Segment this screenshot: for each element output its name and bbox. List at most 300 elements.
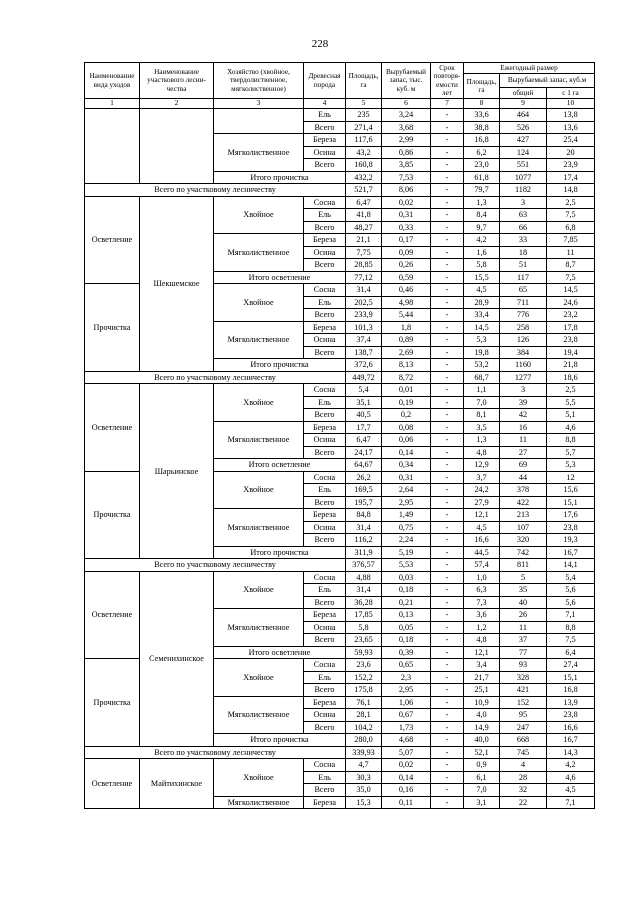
annual-area-cell: 7,0 — [464, 396, 500, 409]
farm-cell: Хвойное — [214, 284, 304, 322]
species-cell: Всего — [304, 784, 346, 797]
annual-area-cell: 68,7 — [464, 371, 500, 384]
period-cell: - — [431, 309, 464, 322]
species-cell: Сосна — [304, 196, 346, 209]
annual-stock-per-ha-cell: 17,8 — [547, 321, 595, 334]
period-cell: - — [431, 484, 464, 497]
farm-cell: Мягколиственное — [214, 134, 304, 172]
annual-stock-total-cell: 526 — [500, 121, 547, 134]
farm-cell: Мягколиственное — [214, 796, 304, 809]
annual-area-cell: 4,5 — [464, 284, 500, 297]
header-farm: Хозяйство (хвойное, твердолиственное, мягколиственное) — [214, 63, 304, 99]
species-cell: Всего — [304, 259, 346, 272]
area-cell: 7,75 — [346, 246, 382, 259]
stock-cell: 0,02 — [382, 759, 431, 772]
annual-area-cell: 24,2 — [464, 484, 500, 497]
area-cell: 23,65 — [346, 634, 382, 647]
stock-cell: 0,2 — [382, 409, 431, 422]
period-cell: - — [431, 659, 464, 672]
species-cell: Береза — [304, 696, 346, 709]
annual-stock-total-cell: 16 — [500, 421, 547, 434]
area-cell: 37,4 — [346, 334, 382, 347]
annual-stock-total-cell: 247 — [500, 721, 547, 734]
care-type-cell: Осветление — [85, 196, 140, 284]
header-per-ha: с 1 га — [547, 87, 595, 98]
district-cell — [140, 109, 214, 184]
table-row — [85, 571, 595, 584]
table-row — [85, 559, 595, 572]
annual-stock-per-ha-cell: 13,8 — [547, 109, 595, 122]
annual-area-cell: 23,0 — [464, 159, 500, 172]
annual-stock-total-cell: 742 — [500, 546, 547, 559]
area-cell: 28,1 — [346, 709, 382, 722]
area-cell: 17,7 — [346, 421, 382, 434]
annual-area-cell: 4,0 — [464, 709, 500, 722]
area-cell: 6,47 — [346, 196, 382, 209]
area-cell: 521,7 — [346, 184, 382, 197]
area-cell: 30,3 — [346, 771, 382, 784]
period-cell: - — [431, 621, 464, 634]
subtotal-label: Итого прочистка — [214, 171, 346, 184]
annual-area-cell: 3,6 — [464, 609, 500, 622]
area-cell: 23,6 — [346, 659, 382, 672]
stock-cell: 1,73 — [382, 721, 431, 734]
farm-cell: Хвойное — [214, 571, 304, 609]
annual-stock-per-ha-cell: 11 — [547, 246, 595, 259]
annual-stock-total-cell: 107 — [500, 521, 547, 534]
annual-area-cell: 6,1 — [464, 771, 500, 784]
annual-stock-total-cell: 384 — [500, 346, 547, 359]
annual-area-cell: 0,9 — [464, 759, 500, 772]
period-cell: - — [431, 234, 464, 247]
annual-stock-total-cell: 33 — [500, 234, 547, 247]
period-cell: - — [431, 634, 464, 647]
header-period: Срок повторя-емости лет — [431, 63, 464, 99]
stock-cell: 2,95 — [382, 496, 431, 509]
species-cell: Сосна — [304, 571, 346, 584]
annual-area-cell: 5,3 — [464, 334, 500, 347]
col-number: 4 — [304, 99, 346, 109]
annual-area-cell: 1,3 — [464, 196, 500, 209]
annual-stock-per-ha-cell: 23,2 — [547, 309, 595, 322]
area-cell: 5,4 — [346, 384, 382, 397]
annual-stock-per-ha-cell: 23,8 — [547, 334, 595, 347]
area-cell: 4,88 — [346, 571, 382, 584]
annual-area-cell: 38,8 — [464, 121, 500, 134]
district-total-label: Всего по участковому лесничеству — [85, 746, 346, 759]
annual-area-cell: 1,0 — [464, 571, 500, 584]
species-cell: Осина — [304, 521, 346, 534]
subtotal-label: Итого прочистка — [214, 546, 346, 559]
area-cell: 4,7 — [346, 759, 382, 772]
period-cell: - — [431, 609, 464, 622]
area-cell: 84,8 — [346, 509, 382, 522]
stock-cell: 2,3 — [382, 671, 431, 684]
stock-cell: 7,53 — [382, 171, 431, 184]
annual-stock-total-cell: 42 — [500, 409, 547, 422]
period-cell: - — [431, 159, 464, 172]
header-stock: Вырубаемый запас, тыс. куб. м — [382, 63, 431, 99]
period-cell: - — [431, 296, 464, 309]
stock-cell: 8,72 — [382, 371, 431, 384]
annual-stock-total-cell: 152 — [500, 696, 547, 709]
species-cell: Всего — [304, 634, 346, 647]
annual-stock-total-cell: 3 — [500, 384, 547, 397]
subtotal-label: Итого прочистка — [214, 359, 346, 372]
stock-cell: 1,49 — [382, 509, 431, 522]
period-cell: - — [431, 196, 464, 209]
annual-stock-per-ha-cell: 14,5 — [547, 284, 595, 297]
species-cell: Ель — [304, 484, 346, 497]
annual-stock-total-cell: 776 — [500, 309, 547, 322]
period-cell: - — [431, 459, 464, 472]
area-cell: 160,8 — [346, 159, 382, 172]
stock-cell: 0,01 — [382, 384, 431, 397]
stock-cell: 1,06 — [382, 696, 431, 709]
period-cell: - — [431, 559, 464, 572]
species-cell: Всего — [304, 309, 346, 322]
annual-stock-total-cell: 258 — [500, 321, 547, 334]
stock-cell: 3,68 — [382, 121, 431, 134]
care-type-cell: Осветление — [85, 571, 140, 659]
period-cell: - — [431, 146, 464, 159]
stock-cell: 0,08 — [382, 421, 431, 434]
species-cell: Осина — [304, 434, 346, 447]
species-cell: Сосна — [304, 659, 346, 672]
species-cell: Сосна — [304, 284, 346, 297]
stock-cell: 8,13 — [382, 359, 431, 372]
species-cell: Береза — [304, 234, 346, 247]
farm-cell: Мягколиственное — [214, 321, 304, 359]
stock-cell: 5,19 — [382, 546, 431, 559]
annual-area-cell: 1,2 — [464, 621, 500, 634]
table-row — [85, 184, 595, 197]
stock-cell: 0,14 — [382, 771, 431, 784]
subtotal-label: Итого прочистка — [214, 734, 346, 747]
area-cell: 59,93 — [346, 646, 382, 659]
annual-area-cell: 4,8 — [464, 634, 500, 647]
stock-cell: 2,69 — [382, 346, 431, 359]
period-cell: - — [431, 371, 464, 384]
species-cell: Береза — [304, 421, 346, 434]
species-cell: Всего — [304, 496, 346, 509]
area-cell: 35,0 — [346, 784, 382, 797]
period-cell: - — [431, 259, 464, 272]
annual-stock-per-ha-cell: 13,9 — [547, 696, 595, 709]
period-cell: - — [431, 509, 464, 522]
annual-area-cell: 6,2 — [464, 146, 500, 159]
annual-stock-per-ha-cell: 23,9 — [547, 159, 595, 172]
annual-stock-per-ha-cell: 4,6 — [547, 771, 595, 784]
annual-area-cell: 15,5 — [464, 271, 500, 284]
header-district: Наименование участкового лесни-чества — [140, 63, 214, 99]
annual-stock-total-cell: 5 — [500, 571, 547, 584]
annual-area-cell: 14,9 — [464, 721, 500, 734]
period-cell: - — [431, 421, 464, 434]
species-cell: Всего — [304, 159, 346, 172]
period-cell: - — [431, 321, 464, 334]
annual-stock-total-cell: 69 — [500, 459, 547, 472]
area-cell: 76,1 — [346, 696, 382, 709]
annual-stock-per-ha-cell: 14,1 — [547, 559, 595, 572]
annual-stock-total-cell: 422 — [500, 496, 547, 509]
species-cell: Береза — [304, 796, 346, 809]
care-type-cell: Прочистка — [85, 659, 140, 747]
annual-stock-total-cell: 1182 — [500, 184, 547, 197]
annual-stock-per-ha-cell: 17,4 — [547, 171, 595, 184]
annual-area-cell: 21,7 — [464, 671, 500, 684]
subtotal-label: Итого осветление — [214, 646, 346, 659]
col-number: 6 — [382, 99, 431, 109]
farm-cell: Мягколиственное — [214, 509, 304, 547]
period-cell: - — [431, 184, 464, 197]
stock-cell: 0,59 — [382, 271, 431, 284]
annual-stock-per-ha-cell: 4,6 — [547, 421, 595, 434]
annual-area-cell: 28,9 — [464, 296, 500, 309]
annual-area-cell: 25,1 — [464, 684, 500, 697]
period-cell: - — [431, 646, 464, 659]
stock-cell: 5,53 — [382, 559, 431, 572]
table-row — [85, 384, 595, 397]
annual-area-cell: 7,3 — [464, 596, 500, 609]
annual-stock-total-cell: 1077 — [500, 171, 547, 184]
period-cell: - — [431, 446, 464, 459]
annual-stock-total-cell: 668 — [500, 734, 547, 747]
species-cell: Всего — [304, 534, 346, 547]
annual-stock-total-cell: 421 — [500, 684, 547, 697]
care-type-cell: Прочистка — [85, 471, 140, 559]
stock-cell: 0,09 — [382, 246, 431, 259]
annual-stock-total-cell: 77 — [500, 646, 547, 659]
stock-cell: 0,18 — [382, 634, 431, 647]
species-cell: Ель — [304, 584, 346, 597]
area-cell: 104,2 — [346, 721, 382, 734]
area-cell: 36,28 — [346, 596, 382, 609]
period-cell: - — [431, 496, 464, 509]
col-number: 5 — [346, 99, 382, 109]
annual-stock-total-cell: 18 — [500, 246, 547, 259]
period-cell: - — [431, 359, 464, 372]
annual-stock-per-ha-cell: 5,6 — [547, 596, 595, 609]
annual-stock-per-ha-cell: 8,8 — [547, 621, 595, 634]
table-row — [85, 196, 595, 209]
annual-stock-total-cell: 44 — [500, 471, 547, 484]
stock-cell: 0,05 — [382, 621, 431, 634]
period-cell: - — [431, 346, 464, 359]
period-cell: - — [431, 434, 464, 447]
col-number: 3 — [214, 99, 304, 109]
species-cell: Всего — [304, 596, 346, 609]
species-cell: Береза — [304, 134, 346, 147]
annual-stock-per-ha-cell: 2,5 — [547, 196, 595, 209]
annual-stock-total-cell: 11 — [500, 621, 547, 634]
stock-cell: 3,24 — [382, 109, 431, 122]
annual-stock-per-ha-cell: 23,8 — [547, 709, 595, 722]
species-cell: Осина — [304, 146, 346, 159]
annual-stock-per-ha-cell: 4,2 — [547, 759, 595, 772]
annual-stock-total-cell: 711 — [500, 296, 547, 309]
annual-stock-total-cell: 320 — [500, 534, 547, 547]
species-cell: Береза — [304, 321, 346, 334]
period-cell: - — [431, 546, 464, 559]
care-type-cell: Осветление — [85, 384, 140, 472]
stock-cell: 0,02 — [382, 196, 431, 209]
stock-cell: 0,14 — [382, 446, 431, 459]
annual-stock-total-cell: 551 — [500, 159, 547, 172]
farm-cell: Хвойное — [214, 659, 304, 697]
period-cell: - — [431, 384, 464, 397]
annual-area-cell: 3,1 — [464, 796, 500, 809]
area-cell: 43,2 — [346, 146, 382, 159]
area-cell: 41,8 — [346, 209, 382, 222]
header-care-type: Наименование вида уходов — [85, 63, 140, 99]
species-cell: Всего — [304, 684, 346, 697]
annual-stock-total-cell: 4 — [500, 759, 547, 772]
annual-stock-per-ha-cell: 7,5 — [547, 271, 595, 284]
annual-stock-total-cell: 32 — [500, 784, 547, 797]
col-number: 8 — [464, 99, 500, 109]
species-cell: Осина — [304, 334, 346, 347]
table-row — [85, 371, 595, 384]
area-cell: 15,3 — [346, 796, 382, 809]
stock-cell: 3,85 — [382, 159, 431, 172]
annual-stock-per-ha-cell: 7,1 — [547, 796, 595, 809]
annual-stock-per-ha-cell: 15,6 — [547, 484, 595, 497]
period-cell: - — [431, 596, 464, 609]
stock-cell: 0,75 — [382, 521, 431, 534]
annual-area-cell: 1,1 — [464, 384, 500, 397]
annual-area-cell: 61,8 — [464, 171, 500, 184]
annual-area-cell: 1,3 — [464, 434, 500, 447]
district-total-label: Всего по участковому лесничеству — [85, 559, 346, 572]
area-cell: 138,7 — [346, 346, 382, 359]
period-cell: - — [431, 709, 464, 722]
annual-stock-per-ha-cell: 5,1 — [547, 409, 595, 422]
farm-cell: Хвойное — [214, 471, 304, 509]
header-species: Древесная порода — [304, 63, 346, 99]
stock-cell: 0,18 — [382, 584, 431, 597]
area-cell: 6,47 — [346, 434, 382, 447]
stock-cell: 0,06 — [382, 434, 431, 447]
period-cell: - — [431, 734, 464, 747]
period-cell: - — [431, 221, 464, 234]
species-cell: Сосна — [304, 759, 346, 772]
area-cell: 117,6 — [346, 134, 382, 147]
annual-stock-per-ha-cell: 19,3 — [547, 534, 595, 547]
care-type-cell: Прочистка — [85, 284, 140, 372]
annual-stock-total-cell: 63 — [500, 209, 547, 222]
species-cell: Всего — [304, 446, 346, 459]
annual-stock-total-cell: 464 — [500, 109, 547, 122]
annual-stock-total-cell: 95 — [500, 709, 547, 722]
care-type-cell: Осветление — [85, 759, 140, 809]
annual-area-cell: 4,5 — [464, 521, 500, 534]
species-cell: Ель — [304, 209, 346, 222]
annual-stock-per-ha-cell: 27,4 — [547, 659, 595, 672]
annual-stock-total-cell: 1160 — [500, 359, 547, 372]
annual-stock-per-ha-cell: 7,85 — [547, 234, 595, 247]
annual-stock-per-ha-cell: 5,6 — [547, 584, 595, 597]
stock-cell: 0,19 — [382, 396, 431, 409]
annual-area-cell: 5,8 — [464, 259, 500, 272]
forest-care-table — [84, 62, 595, 809]
stock-cell: 2,99 — [382, 134, 431, 147]
area-cell: 376,57 — [346, 559, 382, 572]
area-cell: 17,85 — [346, 609, 382, 622]
annual-area-cell: 79,7 — [464, 184, 500, 197]
stock-cell: 0,21 — [382, 596, 431, 609]
period-cell: - — [431, 134, 464, 147]
area-cell: 372,6 — [346, 359, 382, 372]
species-cell: Всего — [304, 721, 346, 734]
species-cell: Всего — [304, 221, 346, 234]
annual-stock-total-cell: 26 — [500, 609, 547, 622]
annual-stock-total-cell: 22 — [500, 796, 547, 809]
stock-cell: 0,13 — [382, 609, 431, 622]
annual-stock-per-ha-cell: 16,6 — [547, 721, 595, 734]
stock-cell: 0,86 — [382, 146, 431, 159]
annual-stock-total-cell: 37 — [500, 634, 547, 647]
table-row — [85, 759, 595, 772]
annual-area-cell: 4,8 — [464, 446, 500, 459]
stock-cell: 1,8 — [382, 321, 431, 334]
stock-cell: 0,46 — [382, 284, 431, 297]
annual-area-cell: 12,1 — [464, 509, 500, 522]
annual-stock-total-cell: 427 — [500, 134, 547, 147]
stock-cell: 4,98 — [382, 296, 431, 309]
stock-cell: 0,31 — [382, 209, 431, 222]
farm-cell — [214, 109, 304, 134]
annual-stock-total-cell: 811 — [500, 559, 547, 572]
annual-area-cell: 12,1 — [464, 646, 500, 659]
annual-stock-per-ha-cell: 5,7 — [547, 446, 595, 459]
annual-stock-per-ha-cell: 5,5 — [547, 396, 595, 409]
col-number: 2 — [140, 99, 214, 109]
area-cell: 77,12 — [346, 271, 382, 284]
header-annual: Ежегодный размер — [464, 63, 595, 74]
period-cell: - — [431, 534, 464, 547]
district-cell: Шарьинское — [140, 384, 214, 559]
stock-cell: 0,16 — [382, 784, 431, 797]
annual-stock-per-ha-cell: 16,7 — [547, 546, 595, 559]
species-cell: Всего — [304, 346, 346, 359]
area-cell: 31,4 — [346, 284, 382, 297]
species-cell: Всего — [304, 121, 346, 134]
annual-stock-total-cell: 39 — [500, 396, 547, 409]
species-cell: Сосна — [304, 471, 346, 484]
annual-stock-per-ha-cell: 6,4 — [547, 646, 595, 659]
area-cell: 280,0 — [346, 734, 382, 747]
annual-stock-per-ha-cell: 16,8 — [547, 684, 595, 697]
period-cell: - — [431, 109, 464, 122]
period-cell: - — [431, 746, 464, 759]
stock-cell: 2,24 — [382, 534, 431, 547]
care-type-cell — [85, 109, 140, 184]
area-cell: 235 — [346, 109, 382, 122]
annual-stock-total-cell: 126 — [500, 334, 547, 347]
period-cell: - — [431, 721, 464, 734]
annual-stock-per-ha-cell: 2,5 — [547, 384, 595, 397]
stock-cell: 0,31 — [382, 471, 431, 484]
annual-area-cell: 8,4 — [464, 209, 500, 222]
annual-stock-per-ha-cell: 5,3 — [547, 459, 595, 472]
annual-area-cell: 1,6 — [464, 246, 500, 259]
species-cell: Ель — [304, 771, 346, 784]
area-cell: 48,27 — [346, 221, 382, 234]
stock-cell: 5,44 — [382, 309, 431, 322]
annual-stock-per-ha-cell: 7,5 — [547, 209, 595, 222]
area-cell: 311,9 — [346, 546, 382, 559]
